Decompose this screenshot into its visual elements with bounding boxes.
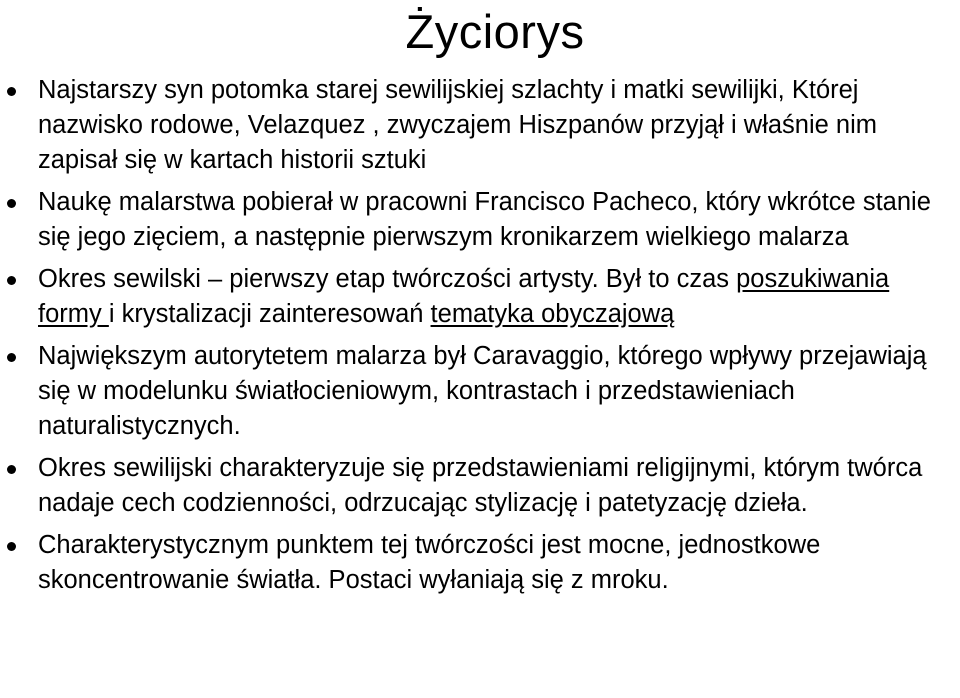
bullet-dot-icon (7, 87, 16, 96)
bullet-dot-icon (7, 542, 16, 551)
slide-title: Życiorys (405, 5, 585, 58)
bullet-item (0, 262, 960, 332)
bullet-dot-icon (7, 353, 16, 362)
bullet-text-underlined: poszukiwania formy (38, 265, 890, 328)
bullet-list (0, 73, 960, 605)
bullet-item (0, 185, 960, 255)
bullet-item (0, 339, 960, 444)
bullet-text: Największym autorytetem malarza był Caravaggio, którego wpływy przejawiają się w modelunku światłocieniowym, kontrastach i przedstawieniach naturalistycznych. (38, 342, 927, 440)
bullet-text-part: i krystalizacji zainteresowań (108, 300, 431, 328)
bullet-item (0, 528, 960, 598)
bullet-text: Naukę malarstwa pobierał w pracowni Francisco Pacheco, który wkrótce stanie się jego zięciem, a następnie pierwszym kronikarzem wielkiego malarza (38, 188, 931, 251)
bullet-text: Najstarszy syn potomka starej sewilijskiej szlachty i matki sewilijki, Której nazwisko rodowe, Velazquez , zwyczajem Hiszpanów przyjął i właśnie nim zapisał się w kartach historii sztuki (38, 76, 878, 174)
bullet-text: Okres sewilijski charakteryzuje się przedstawieniami religijnymi, którym twórca nadaje cech codzienności, odrzucając stylizację i patetyzację dzieła. (38, 454, 923, 517)
bullet-dot-icon (7, 199, 16, 208)
bullet-text-underlined: tematyka obyczajową (430, 300, 675, 328)
bullet-item (0, 73, 960, 178)
bullet-text: Charakterystycznym punktem tej twórczości jest mocne, jednostkowe skoncentrowanie światła. Postaci wyłaniają się z mroku. (38, 531, 821, 594)
bullet-item (0, 451, 960, 521)
bullet-dot-icon (7, 276, 16, 285)
bullet-dot-icon (7, 465, 16, 474)
bullet-text-part: Okres sewilski – pierwszy etap twórczości artysty. Był to czas (38, 265, 737, 293)
